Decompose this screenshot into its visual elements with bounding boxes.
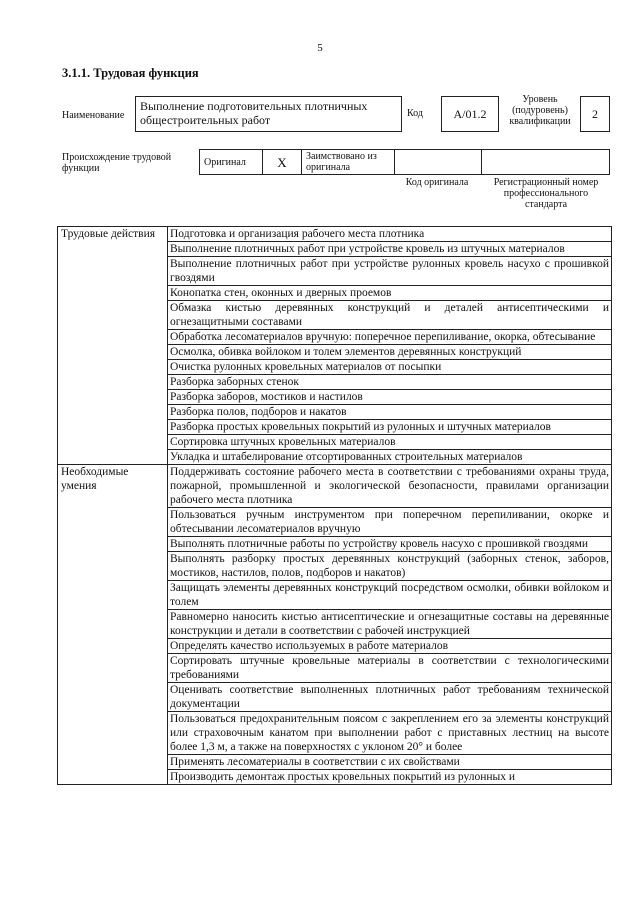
name-label: Наименование — [62, 110, 125, 121]
item-cell: Выполнение плотничных работ при устройстве кровель из штучных материалов — [168, 242, 612, 257]
original-mark-cell: X — [263, 150, 302, 175]
qualification-level-box: 2 — [580, 96, 610, 132]
item-cell: Разборка простых кровельных покрытий из рулонных и штучных материалов — [168, 420, 612, 435]
item-cell: Поддерживать состояние рабочего места в соответствии с требованиями охраны труда, пожарной, промышленной и экологической безопасности, правилами организации рабочего места плотника — [168, 465, 612, 508]
item-cell: Выполнение плотничных работ при устройстве рулонных кровель насухо с прошивкой гвоздями — [168, 257, 612, 286]
item-cell: Осмолка, обивка войлоком и толем элементов деревянных конструкций — [168, 345, 612, 360]
reg-number-label: Регистрационный номер профессионального стандарта — [493, 177, 599, 210]
item-cell: Сортировать штучные кровельные материалы в соответствии с технологическими требованиями — [168, 654, 612, 683]
page-number: 5 — [317, 42, 323, 54]
borrowed-label-cell: Заимствовано из оригинала — [302, 150, 395, 175]
item-cell: Подготовка и организация рабочего места плотника — [168, 227, 612, 242]
category-cell: Трудовые действия — [58, 227, 168, 465]
table-row — [58, 465, 612, 508]
item-cell: Защищать элементы деревянных конструкций посредством осмолки, обивки войлоком и толем — [168, 581, 612, 610]
item-cell: Пользоваться предохранительным поясом с закреплением его за элементы конструкций или страховочным канатом при выполнении работ с приставных лестниц на высоте более 1,3 м, а также на поверхностях с уклоном 20° и более — [168, 712, 612, 755]
section-title: 3.1.1. Трудовая функция — [62, 66, 199, 80]
reg-number-cell — [482, 150, 610, 175]
code-original-label: Код оригинала — [405, 177, 469, 188]
item-cell: Выполнять плотничные работы по устройству кровель насухо с прошивкой гвоздями — [168, 537, 612, 552]
item-cell: Оценивать соответствие выполненных плотничных работ требованиям технической документации — [168, 683, 612, 712]
origin-label: Происхождение трудовой функции — [62, 152, 172, 174]
item-cell: Производить демонтаж простых кровельных покрытий из рулонных и — [168, 770, 612, 785]
item-cell: Обработка лесоматериалов вручную: поперечное перепиливание, окорка, обтесывание — [168, 330, 612, 345]
item-cell: Равномерно наносить кистью антисептические и огнезащитные составы на деревянные конструкции и детали в соответствии с рабочей инструкцией — [168, 610, 612, 639]
item-cell: Пользоваться ручным инструментом при поперечном перепиливании, окорке и обтесывании лесоматериалов вручную — [168, 508, 612, 537]
item-cell: Применять лесоматериалы в соответствии с их свойствами — [168, 755, 612, 770]
origin-table — [199, 149, 610, 175]
item-cell: Обмазка кистью деревянных конструкций и деталей антисептическими и огнезащитными составами — [168, 301, 612, 330]
item-cell: Разборка заборов, мостиков и настилов — [168, 390, 612, 405]
original-label-cell: Оригинал — [200, 150, 263, 175]
table-row — [58, 227, 612, 242]
category-cell: Необходимые умения — [58, 465, 168, 785]
item-cell: Очистка рулонных кровельных материалов от посыпки — [168, 360, 612, 375]
function-code-box: A/01.2 — [441, 96, 499, 132]
code-original-cell — [395, 150, 482, 175]
item-cell: Определять качество используемых в работе материалов — [168, 639, 612, 654]
item-cell: Выполнять разборку простых деревянных конструкций (заборных стенок, заборов, мостиков, настилов, полов, подборов и накатов) — [168, 552, 612, 581]
item-cell: Укладка и штабелирование отсортированных строительных материалов — [168, 450, 612, 465]
item-cell: Разборка полов, подборов и накатов — [168, 405, 612, 420]
qualification-level-label: Уровень (подуровень) квалификации — [509, 94, 571, 127]
item-cell: Сортировка штучных кровельных материалов — [168, 435, 612, 450]
function-details-table — [57, 226, 612, 785]
item-cell: Конопатка стен, оконных и дверных проемов — [168, 286, 612, 301]
function-name-box: Выполнение подготовительных плотничных общестроительных работ — [135, 96, 402, 132]
item-cell: Разборка заборных стенок — [168, 375, 612, 390]
code-label: Код — [407, 108, 423, 119]
